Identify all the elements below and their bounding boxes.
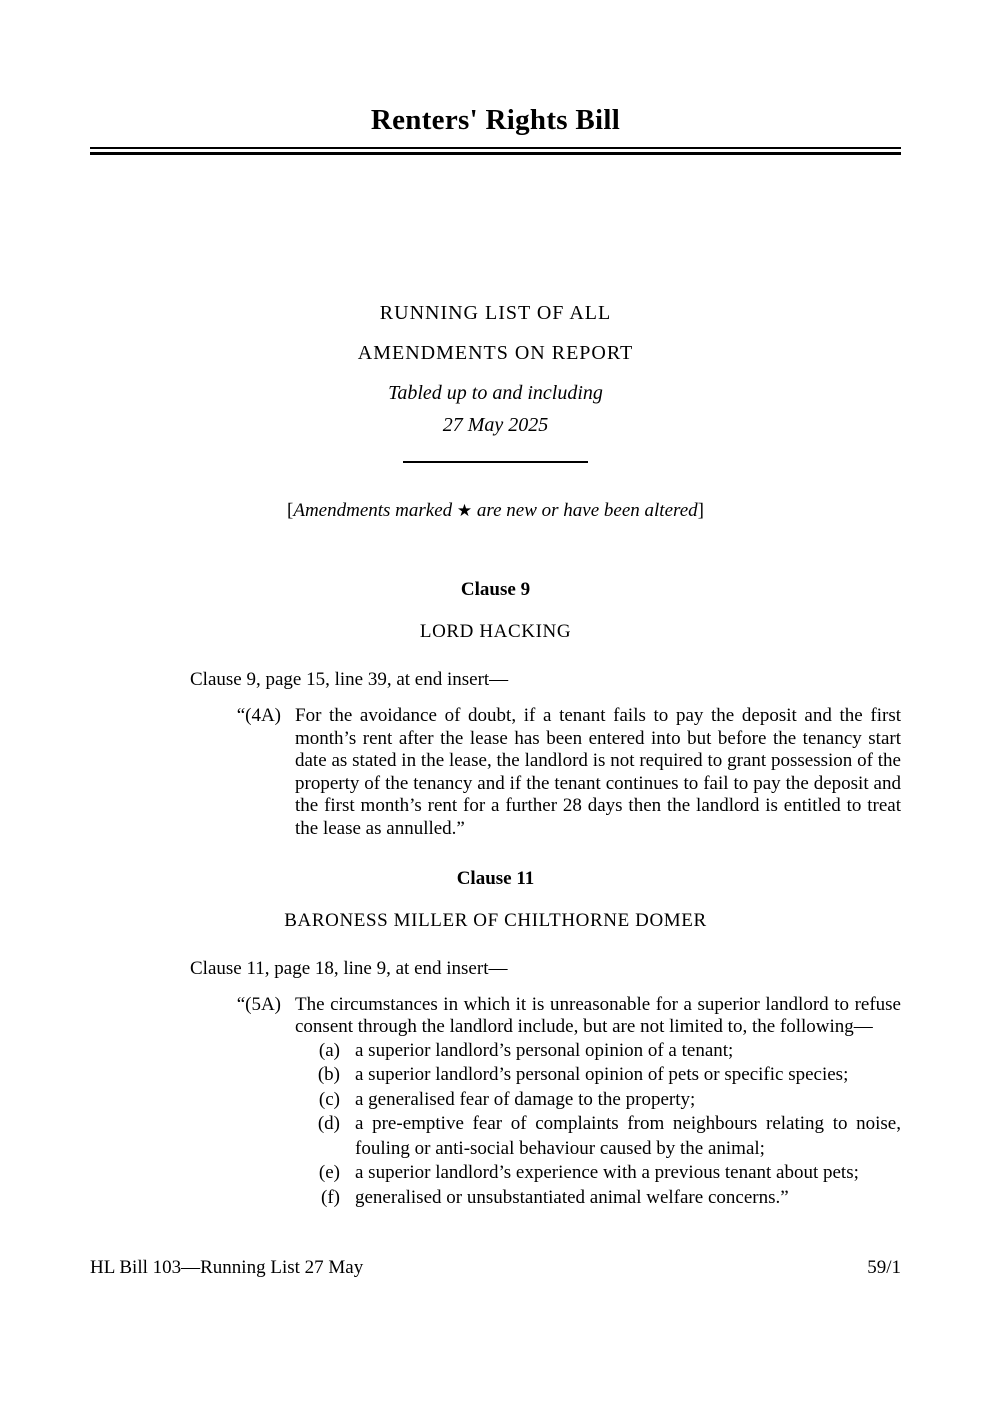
amendment-5a-label: “(5A): [236, 993, 281, 1015]
list-item-text: a pre-emptive fear of complaints from neighbours relating to noise, fouling or anti-social behaviour caused by the animal;: [355, 1113, 901, 1159]
doc-heading-line2: AMENDMENTS ON REPORT: [357, 342, 634, 364]
list-item-label: (e): [318, 1162, 340, 1184]
footer-bill-reference: HL Bill 103—Running List 27 May: [90, 1257, 364, 1278]
list-item-label: (a): [318, 1039, 340, 1061]
page-footer: [90, 1256, 901, 1280]
clause-9-sponsor: LORD HACKING: [419, 621, 572, 642]
list-item-text: a superior landlord’s experience with a previous tenant about pets;: [355, 1162, 859, 1184]
list-item-text: a generalised fear of damage to the property;: [355, 1088, 696, 1110]
list-item-text: a superior landlord’s personal opinion of pets or specific species;: [355, 1064, 849, 1086]
list-item-text: a superior landlord’s personal opinion of a tenant;: [355, 1039, 734, 1061]
list-item: [318, 1039, 901, 1064]
clause-9-heading: Clause 9: [460, 579, 531, 600]
list-item: [317, 1112, 901, 1161]
clause-11-heading: Clause 11: [456, 867, 535, 889]
separator-rule: [403, 461, 588, 463]
tabled-note: Tabled up to and including: [388, 382, 603, 404]
clause-11-sponsor: BARONESS MILLER OF CHILTHORNE DOMER: [284, 909, 707, 931]
amendments-marked-notice: [90, 499, 901, 523]
amendment-4a-label: “(4A): [236, 705, 281, 726]
clause-9-instruction: Clause 9, page 15, line 39, at end insert—: [190, 669, 509, 690]
amendment-4a-text: For the avoidance of doubt, if a tenant fails to pay the deposit and the first month’s rent after the lease has been entered into but before the tenancy start date as stated in the lease, the landlord is not required to grant possession of the property of the tenancy and if the tenant continues to fail to pay the deposit and the first month’s rent for a further 28 days then the landlord is entitled to treat the lease as annulled.”: [295, 705, 901, 839]
list-item: [318, 1088, 901, 1113]
list-item: [318, 1161, 901, 1186]
tabled-date: 27 May 2025: [442, 414, 549, 436]
list-item-label: (c): [318, 1088, 340, 1110]
notice-text-pre: Amendments marked: [293, 500, 457, 521]
notice-open-bracket: [: [287, 500, 294, 521]
amendment-5a-text: The circumstances in which it is unreasonable for a superior landlord to refuse consent through the landlord include, but are not limited to, the following—: [295, 993, 901, 1038]
list-item-label: (b): [317, 1064, 340, 1086]
amendment-4a: [236, 705, 901, 841]
list-item: [317, 1063, 901, 1088]
list-item-text: generalised or unsubstantiated animal welfare concerns.”: [355, 1186, 789, 1208]
list-item: [321, 1186, 901, 1211]
notice-text-post: are new or have been altered: [472, 500, 698, 521]
star-icon: ★: [456, 501, 473, 520]
footer-page-number: 59/1: [867, 1257, 901, 1278]
amendment-5a: [236, 993, 901, 1039]
list-item-label: (d): [317, 1113, 340, 1135]
list-item-label: (f): [321, 1186, 340, 1208]
notice-close-bracket: ]: [697, 500, 704, 521]
title-double-rule: [90, 147, 901, 155]
doc-heading-line1: RUNNING LIST OF ALL: [379, 302, 612, 324]
bill-title: Renters' Rights Bill: [370, 104, 621, 136]
clause-11-instruction: Clause 11, page 18, line 9, at end insert—: [190, 957, 508, 979]
amendment-5a-sublist: [317, 1039, 901, 1211]
